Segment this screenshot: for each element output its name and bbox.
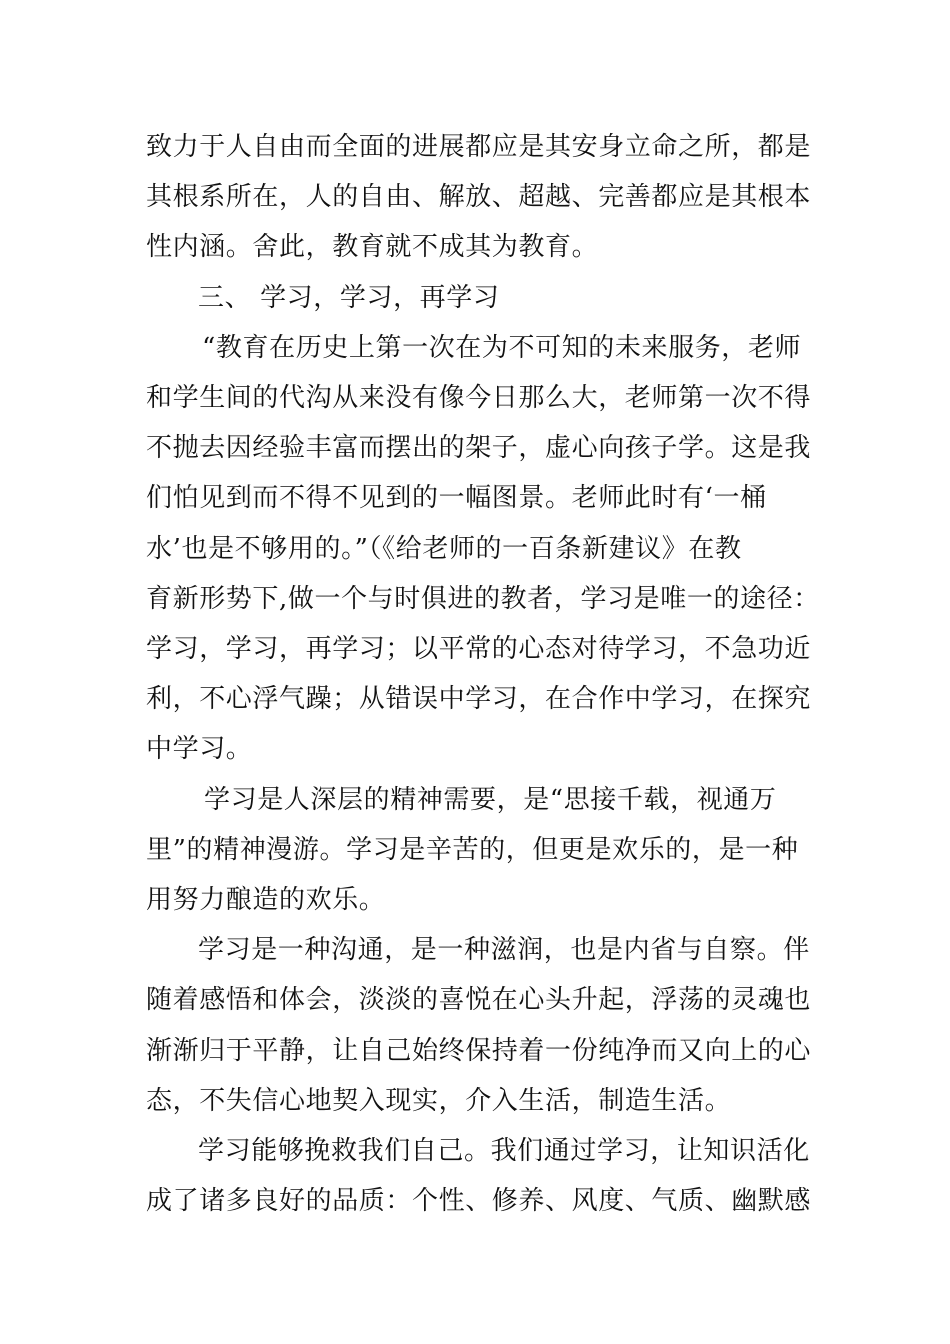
text-line: 态，不失信心地契入现实，介入生活，制造生活。 (146, 1086, 732, 1116)
text-line: 学习能够挽救我们自己。我们通过学习，让知识活化 (198, 1136, 810, 1166)
text-line: 中学习。 (146, 734, 253, 764)
section-heading: 三、 学习，学习，再学习 (198, 283, 500, 313)
text-line: 其根系所在，人的自由、解放、超越、完善都应是其根本 (146, 182, 812, 212)
text-line: 用努力酿造的欢乐。 (146, 885, 386, 915)
text-line: 育新形势下,做一个与时俱进的教者，学习是唯一的途径： (146, 584, 820, 614)
text-line: 成了诸多良好的品质：个性、修养、风度、气质、幽默感 (146, 1186, 812, 1216)
text-line: 学习，学习，再学习；以平常的心态对待学习，不急功近 (146, 634, 812, 664)
text-line: 学习是一种沟通，是一种滋润，也是内省与自察。伴 (198, 935, 810, 965)
text-line: 利，不心浮气躁；从错误中学习，在合作中学习，在探究 (146, 684, 812, 714)
text-line: 性内涵。舍此，教育就不成其为教育。 (146, 232, 599, 262)
text-line: 学习是人深层的精神需要，是“思接千载，视通万 (204, 785, 777, 815)
text-line: 渐渐归于平静，让自己始终保持着一份纯净而又向上的心 (146, 1036, 812, 1066)
text-line: 们怕见到而不得不见到的一幅图景。老师此时有‘一桶 (146, 483, 767, 513)
text-line: 里”的精神漫游。学习是辛苦的，但更是欢乐的，是一种 (146, 835, 799, 865)
text-line: 水’也是不够用的。”（《给老师的一百条新建议》在教 (146, 534, 742, 564)
text-line: 随着感悟和体会，淡淡的喜悦在心头升起，浮荡的灵魂也 (146, 985, 812, 1015)
text-line: 和学生间的代沟从来没有像今日那么大，老师第一次不得 (146, 383, 812, 413)
text-line: 致力于人自由而全面的进展都应是其安身立命之所，都是 (146, 132, 812, 162)
text-line: 不抛去因经验丰富而摆出的架子，虚心向孩子学。这是我 (146, 433, 812, 463)
text-line: “教育在历史上第一次在为不可知的未来服务，老师 (202, 333, 802, 363)
